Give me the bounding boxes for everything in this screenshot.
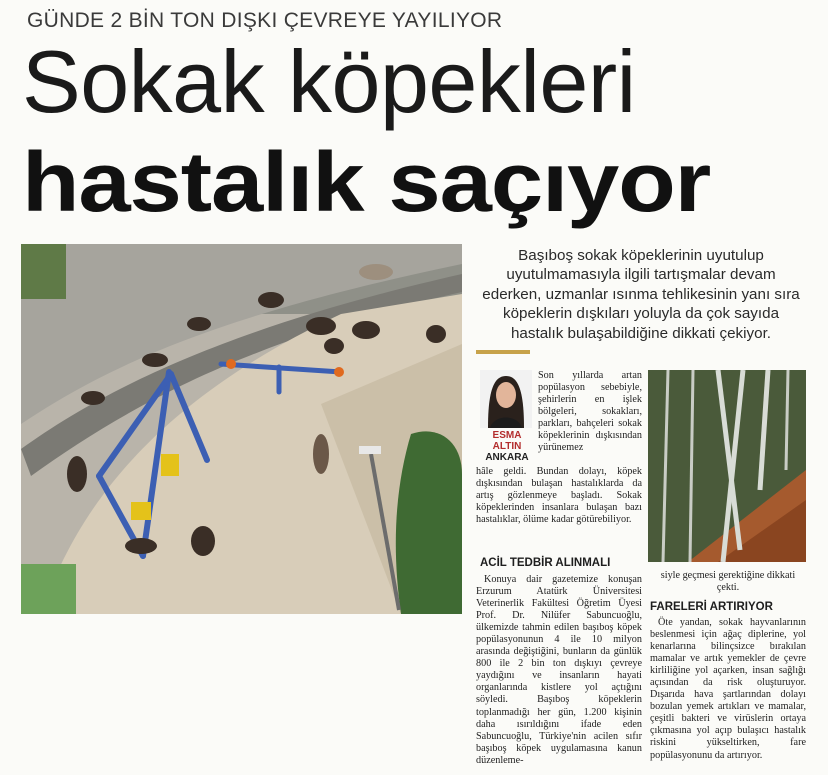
body-continued: siyle geçmesi gerektiğine dikkati çekti. xyxy=(660,570,796,594)
author-city: ANKARA xyxy=(485,452,529,463)
headline-line-1: Sokak köpekleri xyxy=(22,32,636,131)
body-acil-tedbir: Konuya dair gazetemize konuşan Erzurum Atatürk Üniversitesi Veterinerlik Fakültesi Öğretim Üyesi Prof. Dr. Nilüfer Sabuncuoğlu, ülkemizde tahmin edilen başıboş köpek popülasyonunun 4 ile 10 milyon arasında değiştiğini, bunların da günlük 800 ile 2 bin ton dışkıyı çevreye yaydığını ve insanların hayati organlarında kistlere yol açtığını söyledi. Başıboş köpeklerin toplanmadığı her gün, 1.200 kişinin daha ısırıldığını ifade eden Sabuncuoğlu, Türkiye'nin acilen sıfır başıboş köpek uygulamasına kanun düzenleme- xyxy=(476,574,642,766)
body-intro-b: hâle geldi. Bundan dolayı, köpek dışkısından bulaşan hastalıklarda da artış gözlenmeye başladı. Sokak köpeklerinden insanlara bulaşan bazı hastalıklar, ölüme kadar götürebiliyor. xyxy=(476,466,642,526)
body-fareleri: Öte yandan, sokak hayvanlarının beslenmesi için ağaç diplerine, yol kenarlarına bilinçsizce bırakılan mamalar ve artık yemekler de çevre kirliliğine yol açarken, insan sağlığı açısından da risk oluşturuyor. Dışarıda hava şartlarından dolayı bozulan yemek artıkları ve mamalar, çeşitli bakteri ve virüslerin ortaya çıkmasına yol açıp bulaşıcı hastalık riskini yükseltirken, fare popülasyonunu da artırıyor. xyxy=(650,617,806,761)
kicker: GÜNDE 2 BİN TON DIŞKI ÇEVREYE YAYILIYOR xyxy=(27,9,503,32)
subheading-fareleri: FARELERİ ARTIRIYOR xyxy=(650,601,773,613)
headline-line-2: hastalık saçıyor xyxy=(22,135,711,229)
photo-fence-dog-food xyxy=(648,370,806,562)
lead-divider xyxy=(476,350,530,354)
lead-paragraph: Başıboş sokak köpeklerinin uyutulup uyutulmamasıyla ilgili tartışmalar devam ederken, uzmanlar ısınma tehlikesinin yanı sıra köpeklerin dışkıları yoluyla da çok sayıda hastalık bulaşabildiğine dikkati çekiyor. xyxy=(482,247,800,342)
subheading-acil-tedbir: ACİL TEDBİR ALINMALI xyxy=(480,557,611,569)
main-photo-dogs-park xyxy=(21,244,462,614)
author-photo xyxy=(480,370,532,428)
author-name: ESMA ALTIN xyxy=(492,430,522,452)
body-intro-a: Son yıllarda artan popülasyon sebebiyle, şehirlerin en işlek bölgeleri, sokakları, parkları, bahçeleri sokak köpeklerinin dışkısından yürünemez xyxy=(538,370,642,454)
